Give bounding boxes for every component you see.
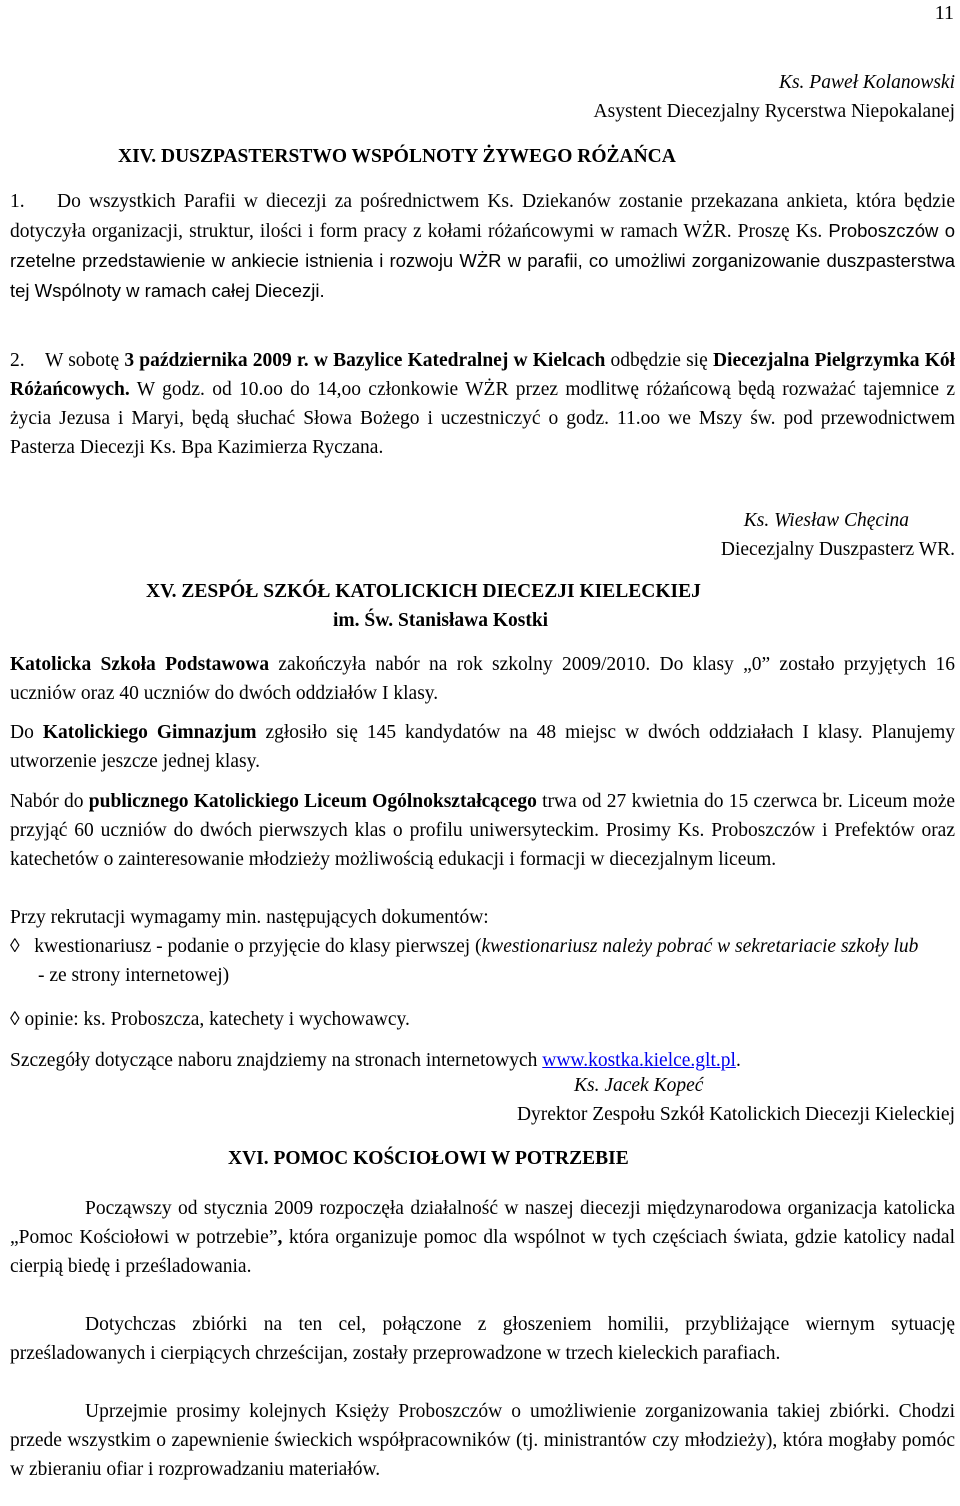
list-item-continuation xyxy=(38,961,955,990)
paragraph-text: Do wszystkich Parafii w diecezji za pośrednictwem Ks. Dziekanów zostanie przekazana ankieta, która będzie dotyczyła organizacji, struktur, ilości i form pracy z kołami różańcowymi w ramach WŻR. Proszę Ks. xyxy=(10,191,955,242)
list-item-text: kwestionariusz - podanie o przyjęcie do klasy pierwszej ( xyxy=(34,936,482,957)
diamond-icon: ◊ xyxy=(10,1009,20,1030)
paragraph: Dotychczas zbiórki na ten cel, połączone z głoszeniem homilii, przybliżające wiernym sytuację prześladowanych i cierpiących chrześcijan, zostały przeprowadzone w trzech kieleckich parafiach. xyxy=(10,1314,955,1364)
list-item-text: opinie: ks. Proboszcza, katechety i wychowawcy. xyxy=(24,1009,410,1030)
paragraph-text: Począwszy od stycznia 2009 rozpoczęła działalność w naszej diecezji międzynarodowa organizacja katolicka „Pomoc Kościołowi w potrzebie” xyxy=(10,1198,955,1248)
paragraph-text: W sobotę xyxy=(44,350,120,371)
list-item xyxy=(10,1005,955,1034)
section-heading: XVI. POMOC KOŚCIOŁOWI W POTRZEBIE xyxy=(228,1148,629,1169)
event-place: w Bazylice Katedralnej w Kielcach xyxy=(313,350,606,371)
website-link[interactable]: www.kostka.kielce.glt.pl xyxy=(542,1050,736,1071)
list-item xyxy=(10,932,955,961)
diamond-icon: ◊ xyxy=(10,936,20,957)
paragraph xyxy=(10,787,955,874)
paragraph xyxy=(10,1194,955,1281)
paragraph-1 xyxy=(10,187,955,306)
paragraph-text: . xyxy=(735,1050,741,1071)
paragraph xyxy=(10,718,955,776)
paragraph-number: 1. xyxy=(10,191,25,212)
paragraph-text: Nabór do xyxy=(10,791,84,812)
paragraph xyxy=(10,1046,955,1075)
section-heading: XV. ZESPÓŁ SZKÓŁ KATOLICKICH DIECEZJI KIELECKIEJ xyxy=(146,581,701,602)
paragraph-text: Szczegóły dotyczące naboru znajdziemy na stronach internetowych xyxy=(10,1050,538,1071)
signature-role: Diecezjalny Duszpasterz WR. xyxy=(720,539,955,560)
signature-role: Asystent Diecezjalny Rycerstwa Niepokalanej xyxy=(593,101,955,122)
event-name: Diecezjalna Pielgrzymka Kół Różańcowych. xyxy=(10,350,956,400)
paragraph-number: 2. xyxy=(10,350,25,371)
paragraph: Przy rekrutacji wymagamy min. następujących dokumentów: xyxy=(10,907,489,928)
list-item-text: - ze strony internetowej) xyxy=(38,965,230,986)
paragraph-text: W godz. od 10.oo do 14,oo członkowie WŻR przez modlitwę różańcową będą rozważać tajemnice z życia Jezusa i Maryi, będą słuchać Słowa Bożego i uczestniczyć o godz. 11.oo we Mszy św. pod przewodnictwem Pasterza Diecezji Ks. Bpa Kazimierza Ryczana. xyxy=(10,379,955,458)
paragraph-text: , xyxy=(277,1227,283,1248)
signature-name: Ks. Wiesław Chęcina xyxy=(743,510,909,531)
paragraph: Uprzejmie prosimy kolejnych Księży Proboszczów o umożliwienie zorganizowania takiej zbiórki. Chodzi przede wszystkim o zapewnienie świeckich współpracowników (tj. ministrantów czy młodzieży), która mogłaby pomóc w zbieraniu ofiar i rozprowadzaniu materiałów. xyxy=(10,1401,955,1480)
paragraph-2 xyxy=(10,346,955,462)
signature-role: Dyrektor Zespołu Szkół Katolickich Diecezji Kieleckiej xyxy=(516,1104,955,1125)
paragraph-text: Do xyxy=(10,722,34,743)
page-number: 11 xyxy=(934,2,954,24)
school-name: Katolickiego Gimnazjum xyxy=(42,722,257,743)
paragraph-text: zakończyła nabór na rok szkolny 2009/2010. Do klasy „0” zostało przyjętych 16 uczniów oraz 40 uczniów do dwóch oddziałów I klasy. xyxy=(10,654,956,704)
event-date: 3 października 2009 r. xyxy=(124,350,309,371)
school-name: Katolicka Szkoła Podstawowa xyxy=(10,654,270,675)
list-item-italic: kwestionariusz należy pobrać w sekretariacie szkoły lub xyxy=(481,936,919,957)
signature-name: Ks. Jacek Kopeć xyxy=(574,1075,704,1096)
paragraph xyxy=(10,650,955,708)
paragraph-text: która organizuje pomoc dla wspólnot w tych częściach świata, gdzie katolicy nadal cierpią biedę i prześladowania. xyxy=(10,1227,956,1277)
section-subheading: im. Św. Stanisława Kostki xyxy=(333,610,549,631)
section-heading: XIV. DUSZPASTERSTWO WSPÓLNOTY ŻYWEGO RÓŻAŃCA xyxy=(118,146,676,167)
paragraph-text: Proboszczów o rzetelne przedstawienie w ankiecie istnienia i rozwoju WŻR w parafii, co umożliwi zorganizowanie duszpasterstwa tej Wspólnoty w ramach całej Diecezji. xyxy=(10,220,955,301)
school-name: publicznego Katolickiego Liceum Ogólnokształcącego xyxy=(88,791,537,812)
paragraph-text: zgłosiło się 145 kandydatów na 48 miejsc w dwóch oddziałach I klasy. Planujemy utworzenie jeszcze jednej klasy. xyxy=(10,722,956,772)
paragraph-text: trwa od 27 kwietnia do 15 czerwca br. Liceum może przyjąć 60 uczniów do dwóch pierwszych klas o profilu uniwersyteckim. Prosimy Ks. Proboszczów i Prefektów oraz katechetów o zainteresowanie młodzieży możliwością edukacji i formacji w diecezjalnym liceum. xyxy=(10,791,956,870)
paragraph-text: odbędzie się xyxy=(610,350,708,371)
signature-name: Ks. Paweł Kolanowski xyxy=(778,72,955,93)
